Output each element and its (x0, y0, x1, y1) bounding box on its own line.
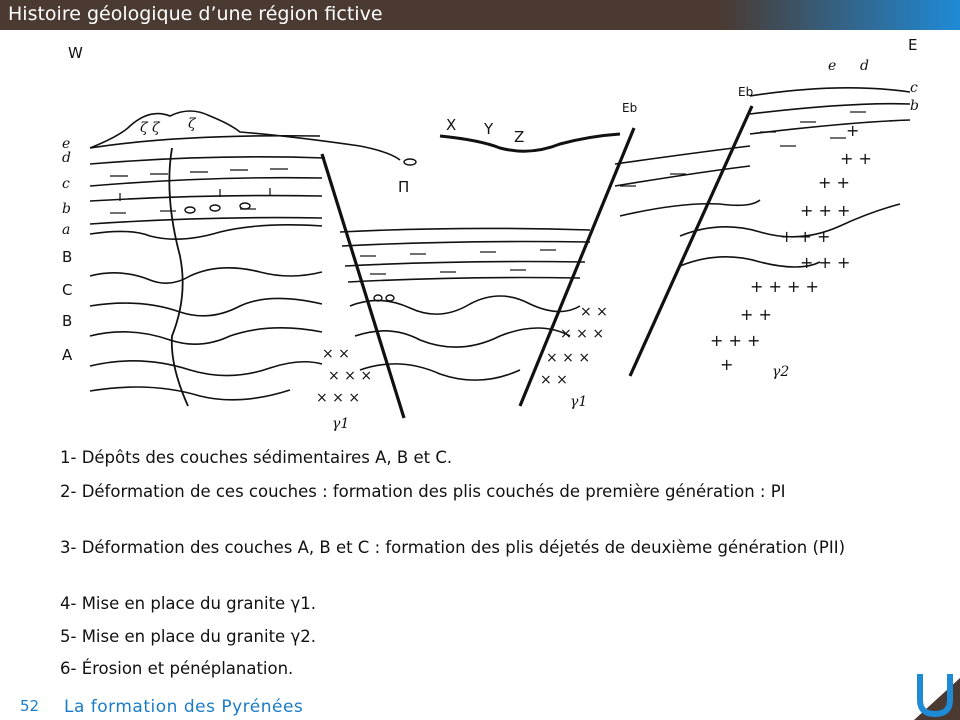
granite-label-gamma1-center: γ1 (570, 394, 588, 410)
layer-label-c: c (62, 176, 70, 192)
svg-text:× × ×: × × × (546, 350, 591, 366)
svg-text:+ +: + + (840, 149, 872, 168)
layer-label-C: C (62, 281, 73, 299)
top-label-e: e (828, 58, 837, 74)
svg-text:× ×: × × (322, 346, 350, 362)
step-6: 6- Érosion et pénéplanation. (60, 659, 294, 678)
left-block-strata (90, 136, 325, 400)
granite-gamma1-center (540, 304, 608, 388)
top-label-c: c (910, 80, 918, 96)
layer-label-B-upper: B (62, 248, 73, 266)
surface-label-y: Y (484, 120, 494, 138)
slide-title: Histoire géologique d’une région fictive (8, 3, 383, 25)
geologic-cross-section (60, 36, 920, 446)
step-5: 5- Mise en place du granite γ2. (60, 627, 316, 646)
svg-text:+ + + +: + + + + (750, 277, 819, 296)
svg-text:ζ: ζ (188, 116, 196, 132)
svg-text:+ + +: + + + (800, 201, 851, 220)
svg-text:× ×: × × (540, 372, 568, 388)
step-1: 1- Dépôts des couches sédimentaires A, B et C. (60, 448, 453, 467)
granite-label-gamma1-left: γ1 (332, 416, 350, 432)
right-block-strata (615, 88, 910, 267)
step-4: 4- Mise en place du granite γ1. (60, 594, 316, 613)
svg-text:× ×: × × (580, 304, 608, 320)
surface-label-z: Z (514, 128, 525, 146)
granite-gamma1-left (316, 346, 372, 406)
svg-text:ζ ζ: ζ ζ (140, 120, 160, 136)
svg-text:+: + (846, 121, 860, 140)
west-label: W (68, 44, 83, 62)
east-label: E (908, 36, 918, 54)
erosion-surface (440, 134, 620, 151)
svg-text:+ +: + + (818, 173, 850, 192)
step-3: 3- Déformation des couches A, B et C : formation des plis déjetés de deuxième génération (PII) (60, 538, 846, 557)
step-2: 2- Déformation de ces couches : formation des plis couchés de première génération : PI (60, 482, 786, 501)
svg-text:× × ×: × × × (560, 326, 605, 342)
layer-label-b: b (62, 201, 71, 217)
layer-label-B-lower: B (62, 312, 73, 330)
fault-block-label-1: Eb (622, 101, 638, 115)
svg-text:+ +: + + (740, 305, 772, 324)
svg-text:× × ×: × × × (316, 390, 361, 406)
page-number: 52 (20, 697, 40, 715)
top-label-d: d (860, 58, 869, 74)
layer-label-e: e (62, 136, 71, 152)
layer-label-a: a (62, 222, 71, 238)
title-bar (0, 0, 960, 30)
svg-text:+: + (720, 355, 734, 374)
footer-title: La formation des Pyrénées (64, 697, 304, 717)
svg-text:+ + +: + + + (710, 331, 761, 350)
svg-text:× × ×: × × × (328, 368, 373, 384)
svg-text:+ + +: + + + (780, 227, 831, 246)
layer-label-A: A (62, 346, 73, 364)
svg-text:+ + +: + + + (800, 253, 851, 272)
layer-label-d: d (62, 150, 71, 166)
fault-block-label-2: Eb (738, 85, 754, 99)
granite-gamma2-right (710, 121, 872, 374)
university-logo-icon (900, 660, 960, 720)
surface-label-x: X (446, 116, 457, 134)
granite-label-gamma2: γ2 (772, 364, 790, 380)
top-label-b: b (910, 98, 919, 114)
fold-label-pi: Π (398, 178, 410, 196)
